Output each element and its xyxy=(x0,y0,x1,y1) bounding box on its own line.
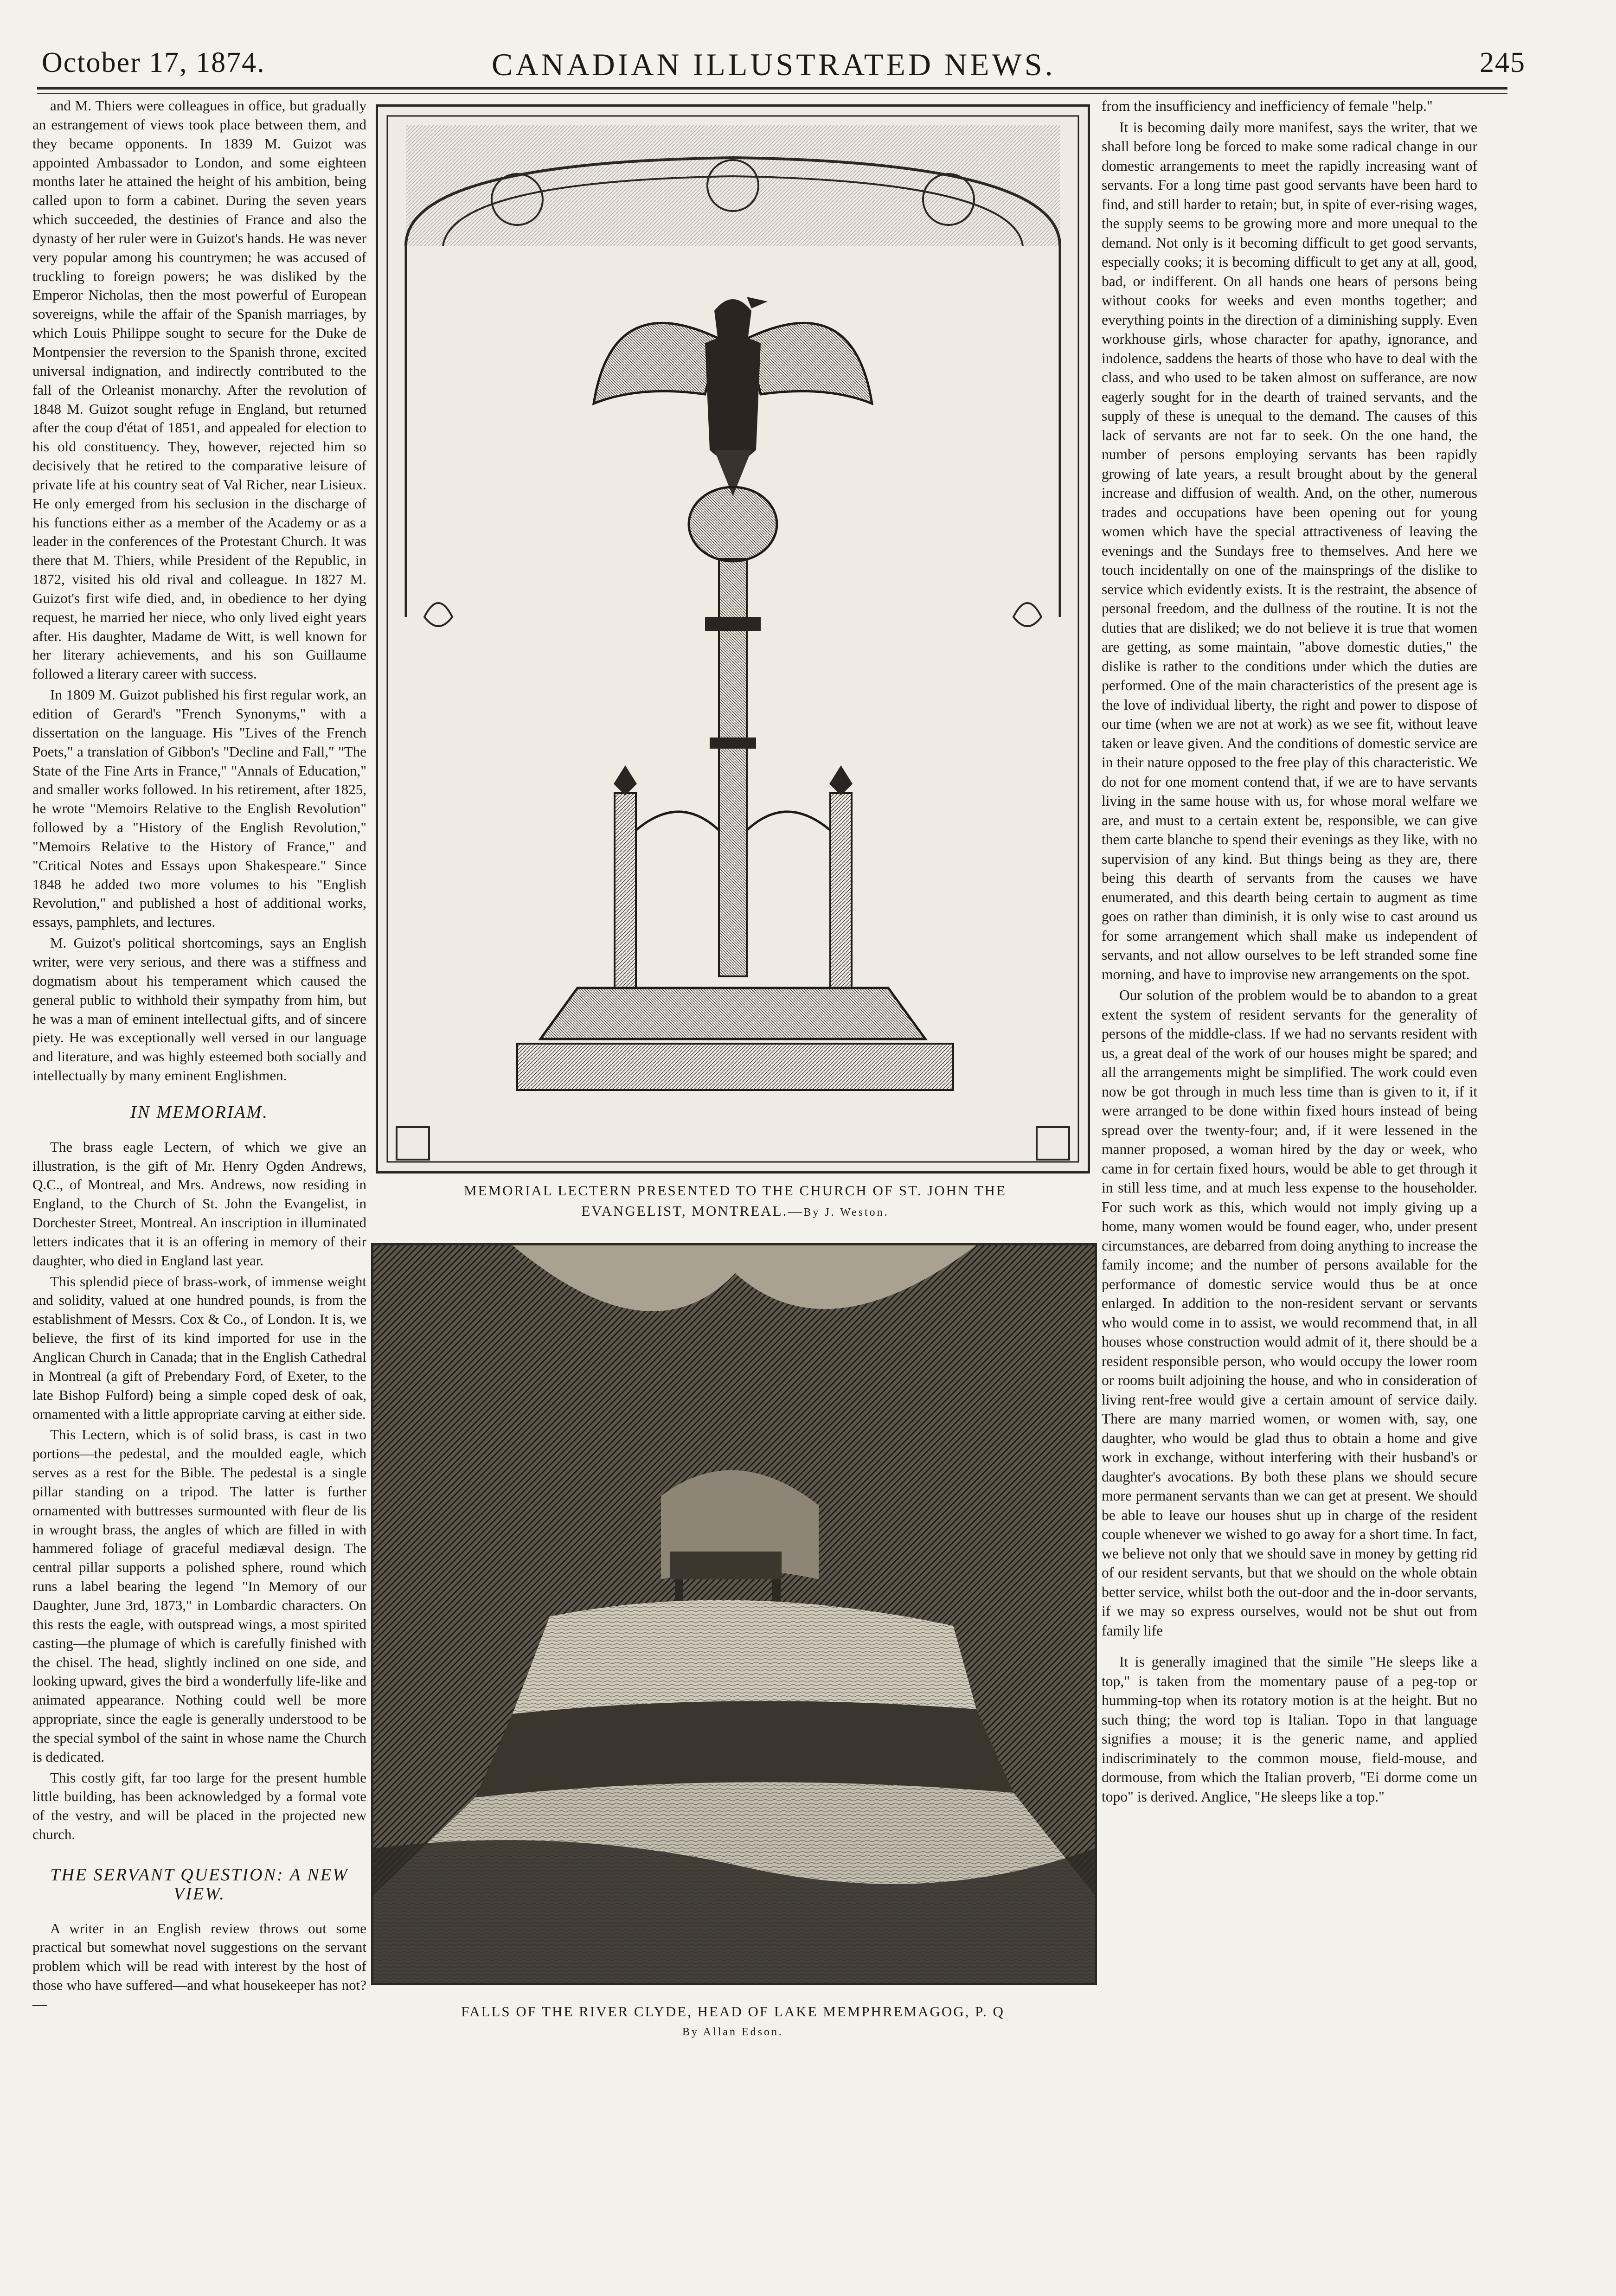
page-number: 245 xyxy=(1480,47,1526,78)
column-left xyxy=(32,96,366,2014)
falls-caption xyxy=(408,2001,1058,2042)
waterfall-landscape-icon xyxy=(373,1245,1095,1983)
top-simile-paragraph: It is generally imagined that the simile "He sleeps like a top," is taken from the momentary pause of a peg-top or humming-top when its rotatory motion is at the height. But no such thing; the word top is Italian. Topo in that language signifies a mouse; it is the generic name, and applied indiscriminately to the common mouse, field-mouse, and dormouse, from which the Italian proverb, "Ei dorme come un topo" is derived. Anglice, "He sleeps like a top." xyxy=(1102,1654,1477,1805)
servant-p3: Our solution of the problem would be to abandon to a great extent the system of resident servants for the generality of persons of the middle-class. If we had no servants resident with us, a great deal of the work of our houses might be spared; and all the arrangements might be simplified. The work could even now be got through in much less time than is given to it, if it were arranged to be done within fixed hours instead of being spread over the twenty-four; and, if it were lessened in the manner proposed, a woman hired by the day or week, who came in for certain fixed hours, would be able to get through it in still less time, and at much less expense to the householder. For such work as this, which would not imply giving up a home, many women would be found eager, who, under present circumstances, are debarred from doing anything to increase the family income; and the number of persons available for the performance of domestic service would thus be at once enlarged. In addition to the non-resident servant or servants who would come in to assist, we would recommend that, in all houses whose construction would admit of it, there should be a resident responsible person, who would occupy the lower room or rooms built adjoining the house, and who in consideration of living rent-free would give a certain amount of service daily. There are many married women, or women with, say, one daughter, who would be glad thus to obtain a home and give work in exchange, without interfering with their husband's or daughter's avocations. By both these plans we should secure more permanent servants than we can get at present. We should be able to leave our houses shut up in charge of the resident couple whenever we wished to go away for a short time. In fact, we believe not only that we should save in money by getting rid of our resident servants, but that we should on the whole obtain better service, whilst both the out-door and the in-door servants, if we may so express ourselves, would not be shut out from family life xyxy=(1102,987,1477,1639)
lectern-caption-title: MEMORIAL LECTERN PRESENTED TO THE CHURCH OF ST. JOHN THE EVANGELIST, MONTREAL.— xyxy=(464,1182,1007,1219)
column-right xyxy=(1102,96,1477,1806)
memoriam-p3: This Lectern, which is of solid brass, is cast in two portions—the pedestal, and the moulded eagle, which serves as a rest for the Bible. The pedestal is a single pillar standing on a tripod. The latter is further ornamented with buttresses surmounted with fleur de lis in wrought brass, the angles of which are filled in with hammered foliage of graceful mediæval design. The central pillar supports a polished sphere, round which runs a label bearing the legend "In Memory of our Daughter, June 3rd, 1873," in Lombardic characters. On this rests the eagle, with outspread wings, a most spirited casting—the plumage of which is carefully finished with the chisel. The head, slightly inclined on one side, and looking upward, gives the bird a wonderfully life-like and animated appearance. Nothing could well be more appropriate, since the eagle is generally understood to be the special symbol of the saint in whose name the Church is dedicated. xyxy=(32,1426,366,1765)
article-guizot-p2: In 1809 M. Guizot published his first regular work, an edition of Gerard's "French Synonyms," with a dissertation on the language. His "Lives of the French Poets," a translation of Gibbon's "Decline and Fall," "The State of the Fine Arts in France," "Annals of Education," and smaller works followed. In his retirement, after 1825, he wrote "Memoirs Relative to the English Revolution" followed by a "History of the English Revolution," "Memoirs Relative to the History of France," and "Critical Notes and Essays upon Shakespeare." Since 1848 he added two more volumes to his "English Revolution," and published a host of additional works, essays, pamphlets, and lectures. xyxy=(32,686,366,930)
lectern-caption xyxy=(445,1180,1025,1223)
memoriam-p1: The brass eagle Lectern, of which we give an illustration, is the gift of Mr. Henry Ogden Andrews, Q.C., of Montreal, and Mrs. Andrews, now residing in England, to the Church of St. John the Evangelist, in Dorchester Street, Montreal. An inscription in illuminated letters indicates that it is an offering in memory of their daughter, who died in England last year. xyxy=(32,1138,366,1269)
header-rule-thin xyxy=(37,93,1507,94)
heading-servant-question: THE SERVANT QUESTION: A NEW VIEW. xyxy=(50,1865,349,1904)
lectern-illustration xyxy=(376,104,1090,1174)
servant-continued: from the insufficiency and inefficiency of female "help." xyxy=(1102,98,1433,114)
lectern-caption-credit: By J. Weston. xyxy=(803,1206,889,1219)
falls-caption-credit: By Allan Edson. xyxy=(682,2026,783,2038)
header-rule xyxy=(37,87,1507,90)
falls-caption-title: FALLS OF THE RIVER CLYDE, HEAD OF LAKE MEMPHREMAGOG, P. Q xyxy=(461,2003,1005,2020)
memoriam-p4: This costly gift, far too large for the present humble little building, has been acknowledged by a formal vote of the vestry, and will be placed in the projected new church. xyxy=(32,1769,366,1843)
article-guizot-p3: M. Guizot's political shortcomings, says an English writer, were very serious, and there was a stiffness and dogmatism about his temperament which caused the general public to withhold their sympathy from him, but he was a man of eminent intellectual gifts, and of sincere piety. He was exceptionally well versed in our language and literature, and was highly esteemed both socially and intellectually by many eminent Englishmen. xyxy=(32,935,366,1084)
article-guizot-p1: and M. Thiers were colleagues in office, but gradually an estrangement of views took place between them, and they became opponents. In 1839 M. Guizot was appointed Ambassador to London, and some eighteen months later he attained the height of his ambition, being called upon to form a cabinet. During the seven years which succeeded, the destinies of France and also the dynasty of her ruler were in Guizot's hands. He was never very popular among his countrymen; he was accused of truckling to foreign powers; he was disliked by the Emperor Nicholas, then the most powerful of European sovereigns, while the affair of the Spanish marriages, by which Louis Philippe sought to secure for the Duke de Montpensier the reversion to the Spanish throne, excited universal indignation, and indirectly contributed to the fall of the Orleanist monarchy. After the revolution of 1848 M. Guizot sought refuge in England, but returned after the coup d'état of 1851, and appealed for election to his old constituency. They, however, rejected him so decisively that he retired to the comparative leisure of private life at his country seat of Val Richer, near Lisieux. He only emerged from his seclusion in the discharge of his functions either as a member of the Academy or as a leader in the conferences of the Protestant Church. It was there that M. Thiers, while President of the Republic, in 1872, visited his old rival and colleague. In 1827 M. Guizot's first wife died, and, in obedience to her dying request, he married her niece, who only lived eight years after. His daughter, Madame de Witt, is well known for her literary achievements, and his son Guillaume followed a literary career with success. xyxy=(32,97,366,682)
memoriam-p2: This splendid piece of brass-work, of immense weight and solidity, valued at one hundred pounds, is from the establishment of Messrs. Cox & Co., of London. It is, we believe, the first of its kind imported for use in the Anglican Church in Canada; that in the English Cathedral in Montreal (a gift of Prebendary Ford, of Exeter, to the late Bishop Fulford) being a simple coped desk of oak, ornamented with a little appropriate carving at either side. xyxy=(32,1273,366,1422)
servant-intro: A writer in an English review throws out some practical but somewhat novel suggestions on the servant problem which will be read with interest by the host of those who have suffered—and what housekeeper has not?— xyxy=(32,1920,366,2012)
issue-date: October 17, 1874. xyxy=(42,47,265,78)
falls-illustration xyxy=(371,1243,1097,1985)
servant-p2: It is becoming daily more manifest, says the writer, that we shall before long be forced to make some radical change in our domestic arrangements to meet the rapidly increasing want of servants. For a long time past good servants have been hard to find, and still harder to retain; but, in spite of ever-rising wages, the supply seems to be growing more and more unequal to the demand. Not only is it becoming difficult to get good servants, especially cooks; it is becoming difficult to get any at all, good, bad, or indifferent. On all hands one hears of persons being without cooks for weeks and even months together; and everything points in the direction of a diminishing supply. Even workhouse girls, whose character for apathy, ignorance, and indolence, saddens the hearts of those who have to deal with the class, and who used to be taken almost on sufferance, are now eagerly sought for in the dearth of trained servants, and the supply of these is unequal to the demand. The causes of this lack of servants are not far to seek. On the one hand, the number of persons employing servants has been rapidly growing of late years, a result brought about by the general increase and diffusion of wealth. And, on the other, numerous trades and occupations have been opening out for young women which have the special attractiveness of leaving the evenings and the Sundays free to themselves. And here we touch incidentally on one of the mainsprings of the dislike to service which evidently exists. It is the restraint, the absence of personal freedom, and the dullness of the routine. It is not the duties that are disliked; we do not believe it is true that women are getting, as some maintain, "above domestic duties," the dislike is rather to the conditions under which the duties are performed. One of the main characteristics of the present age is the love of individual liberty, the right and power to dispose of our time (when we are not at work) as we see fit, without leave taken or leave given. And the conditions of domestic service are in their nature opposed to the free play of this characteristic. We do not for one moment contend that, if we are to have servants living in the same house with us, for whose moral welfare we are, and must to a certain extent be, responsible, we can give them carte blanche to spend their evenings as they like, with no supervision of any kind. But things being as they are, there being this dearth of servants from the causes we have enumerated, and this dearth being certain to augment as time goes on rather than diminish, it is only wise to cast around us for some arrangement which shall make us independent of servants, and not allow ourselves to be left stranded some fine morning, and have to improvise new arrangements on the spot. xyxy=(1102,119,1477,982)
eagle-lectern-icon xyxy=(378,107,1088,1171)
heading-in-memoriam: IN MEMORIAM. xyxy=(130,1102,269,1122)
masthead-title: CANADIAN ILLUSTRATED NEWS. xyxy=(492,47,1056,82)
